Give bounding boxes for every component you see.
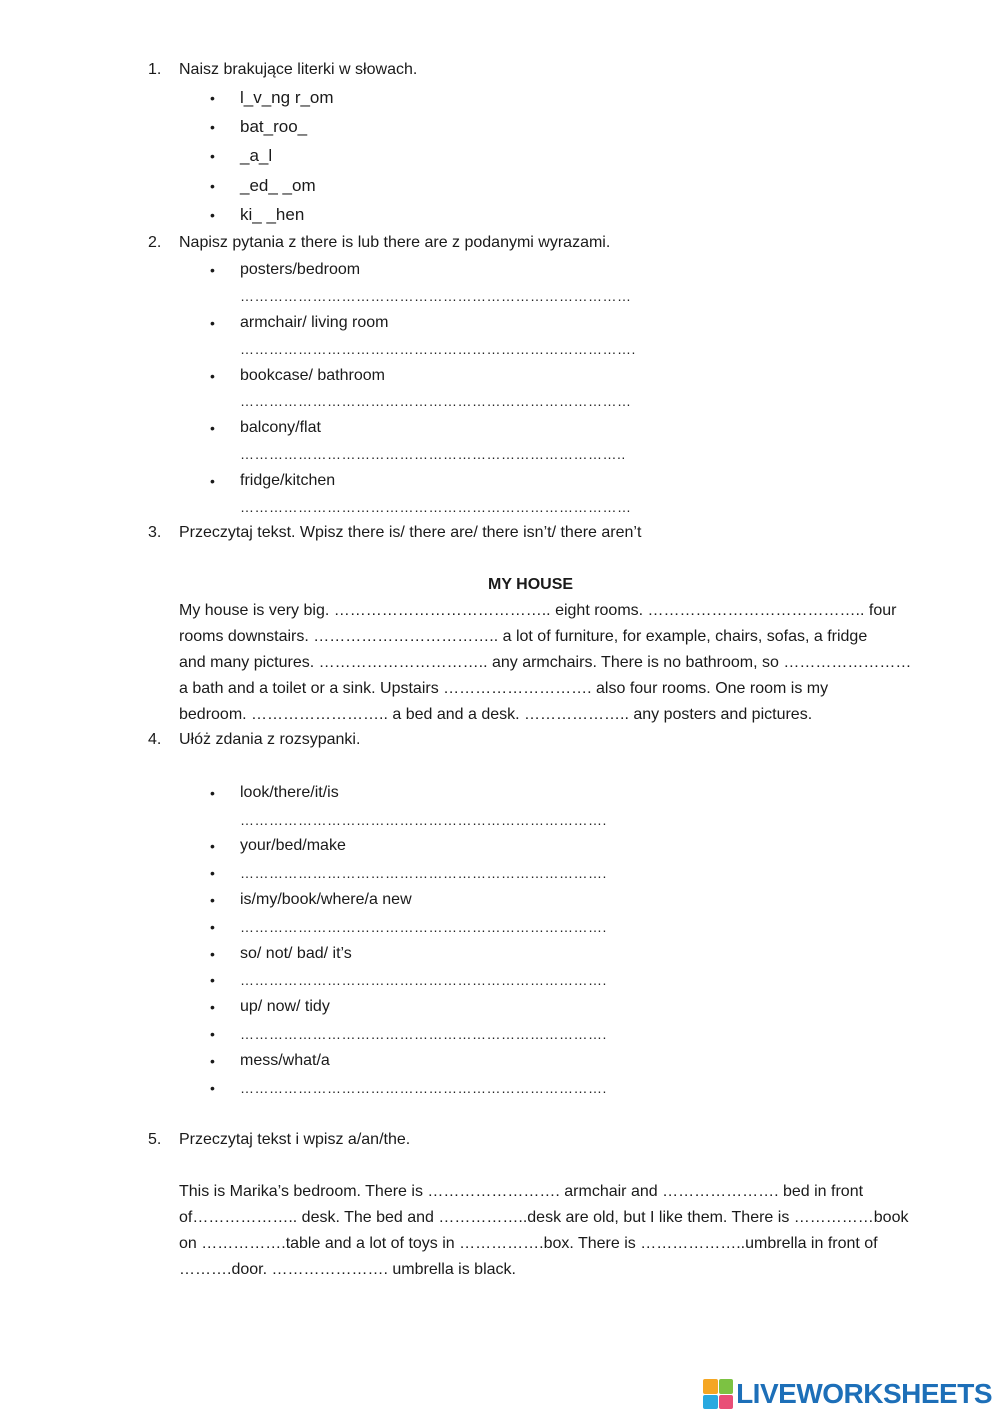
ex4-answer-line-3[interactable]: …………………………………………………………………. [240, 919, 607, 935]
liveworksheets-logo [703, 1374, 992, 1414]
ex2-prompt-5: fridge/kitchen [240, 472, 336, 489]
logo-icon [703, 1379, 733, 1409]
ex1-instruction: Naisz brakujące literki w słowach. [179, 61, 418, 78]
ex2-prompt-1: posters/bedroom [240, 261, 361, 278]
bullet-icon: • [210, 865, 215, 881]
bullet-icon: • [210, 368, 215, 384]
ex5-number: 5. [148, 1131, 162, 1148]
bullet-icon: • [210, 473, 215, 489]
bullet-icon: • [210, 1026, 215, 1042]
ex2-prompt-2: armchair/ living room [240, 314, 389, 331]
ex3-text [179, 598, 912, 728]
bullet-icon: • [210, 892, 215, 908]
ex4-prompt-5: up/ now/ tidy [240, 998, 330, 1015]
ex5-line-4: ……….door. …………………. umbrella is black. [179, 1261, 516, 1278]
bullet-icon: • [210, 972, 215, 988]
ex4-prompt-6: mess/what/a [240, 1052, 330, 1069]
bullet-icon: • [210, 207, 215, 223]
ex3-line-5: bedroom. …………………….. a bed and a desk. ……………….. any posters and pictures. [179, 706, 813, 723]
bullet-icon: • [210, 785, 215, 801]
ex3-line-2: rooms downstairs. …………………………….. a lot of furniture, for example, chairs, sofas, a fridge [179, 628, 868, 645]
ex1-number: 1. [148, 61, 162, 78]
ex1-word-3: _a_l [240, 146, 273, 165]
bullet-icon: • [210, 420, 215, 436]
bullet-icon: • [210, 999, 215, 1015]
ex3-line-1: My house is very big. ………………………………….. eight rooms. ………………………………….. four [179, 602, 897, 619]
ex4-answer-line-1[interactable]: …………………………………………………………………. [240, 812, 607, 828]
ex1-word-4: _ed_ _om [240, 176, 316, 195]
bullet-icon: • [210, 919, 215, 935]
ex3-line-4: a bath and a toilet or a sink. Upstairs ………………………. also four rooms. One room is my [179, 680, 829, 697]
ex2-instruction: Napisz pytania z there is lub there are z podanymi wyrazami. [179, 234, 611, 251]
ex3-line-3: and many pictures. ………………………….. any armchairs. There is no bathroom, so …………………… [179, 654, 912, 671]
bullet-icon: • [210, 946, 215, 962]
ex1-word-2: bat_roo_ [240, 117, 308, 136]
ex4-prompt-1: look/there/it/is [240, 784, 339, 801]
ex5-text [179, 1179, 909, 1283]
ex5-line-2: of……………….. desk. The bed and ……………..desk are old, but I like them. There is ……………book [179, 1209, 909, 1226]
bullet-icon: • [210, 119, 215, 135]
logo-text: LIVEWORKSHEETS [736, 1378, 992, 1409]
ex2-answer-line-1[interactable]: ……………………………………………………………………… [240, 288, 632, 304]
ex4-prompt-4: so/ not/ bad/ it’s [240, 945, 352, 962]
ex5-line-3: on …………….table and a lot of toys in …………….box. There is ………………..umbrella in front of [179, 1235, 878, 1252]
ex2-number: 2. [148, 234, 162, 251]
ex5-line-1: This is Marika’s bedroom. There is ……………………. armchair and …………………. bed in front [179, 1183, 864, 1200]
ex4-instruction: Ułóż zdania z rozsypanki. [179, 731, 361, 748]
ex3-number: 3. [148, 524, 162, 541]
bullet-icon: • [210, 90, 215, 106]
ex4-answer-line-4[interactable]: …………………………………………………………………. [240, 972, 607, 988]
ex4-prompt-3: is/my/book/where/a new [240, 891, 412, 908]
bullet-icon: • [210, 148, 215, 164]
ex2-answer-line-5[interactable]: ……………………………………………………………………… [240, 499, 632, 515]
ex3-instruction: Przeczytaj tekst. Wpisz there is/ there are/ there isn’t/ there aren’t [179, 524, 642, 541]
ex4-prompt-2: your/bed/make [240, 837, 346, 854]
ex3-title: MY HOUSE [488, 576, 574, 593]
ex4-number: 4. [148, 731, 162, 748]
ex4-answer-line-2[interactable]: …………………………………………………………………. [240, 865, 607, 881]
ex4-answer-line-6[interactable]: …………………………………………………………………. [240, 1080, 607, 1096]
bullet-icon: • [210, 1080, 215, 1096]
ex1-word-1: l_v_ng r_om [240, 88, 334, 107]
bullet-icon: • [210, 262, 215, 278]
ex2-answer-line-2[interactable]: ………………………………………………………………………. [240, 341, 636, 357]
bullet-icon: • [210, 315, 215, 331]
ex5-instruction: Przeczytaj tekst i wpisz a/an/the. [179, 1131, 411, 1148]
bullet-icon: • [210, 1053, 215, 1069]
ex1-word-5: ki_ _hen [240, 205, 305, 224]
ex2-answer-line-3[interactable]: ……………………………………………………………………… [240, 393, 632, 409]
ex2-answer-line-4[interactable]: …………………………………………………………………….. [240, 446, 626, 462]
ex2-prompt-3: bookcase/ bathroom [240, 367, 385, 384]
ex2-prompt-4: balcony/flat [240, 419, 321, 436]
ex4-answer-line-5[interactable]: …………………………………………………………………. [240, 1026, 607, 1042]
bullet-icon: • [210, 838, 215, 854]
bullet-icon: • [210, 178, 215, 194]
